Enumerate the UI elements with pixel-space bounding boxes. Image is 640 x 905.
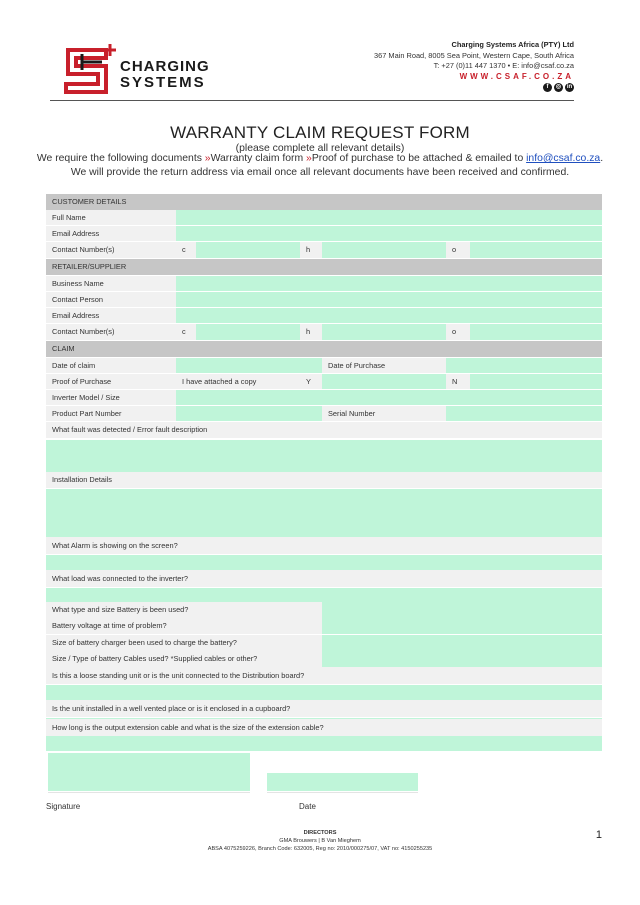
page-number: 1 xyxy=(595,829,602,841)
label-full-name: Full Name xyxy=(46,210,176,225)
retailer-home-field[interactable] xyxy=(322,324,446,340)
proof-no-field[interactable] xyxy=(470,374,602,389)
label-contact-numbers: Contact Number(s) xyxy=(46,242,176,258)
installation-details-field[interactable] xyxy=(46,489,602,537)
footer-directors-heading: DIRECTORS xyxy=(303,830,337,836)
standing-unit-field[interactable] xyxy=(46,685,602,700)
battery-type-field[interactable] xyxy=(322,602,602,618)
battery-voltage-field[interactable] xyxy=(322,618,602,634)
company-name: Charging Systems Africa (PTY) Ltd xyxy=(451,40,574,49)
label-proof-of-purchase: Proof of Purchase xyxy=(46,374,176,389)
section-customer-details: CUSTOMER DETAILS xyxy=(46,194,602,210)
serial-number-field[interactable] xyxy=(446,406,602,421)
form-title: WARRANTY CLAIM REQUEST FORM xyxy=(170,123,470,142)
header-divider xyxy=(50,100,574,101)
date-of-purchase-field[interactable] xyxy=(446,358,602,373)
yes-label: Y xyxy=(300,374,322,389)
customer-office-field[interactable] xyxy=(470,242,602,258)
retailer-home-label-h: h xyxy=(300,324,322,340)
label-inverter-model: Inverter Model / Size xyxy=(46,390,176,405)
battery-charger-field[interactable] xyxy=(322,635,602,651)
label-contact-person: Contact Person xyxy=(46,292,176,307)
battery-cables-field[interactable] xyxy=(322,651,602,667)
label-alarm: What Alarm is showing on the screen? xyxy=(46,537,602,554)
retailer-cell-field[interactable] xyxy=(196,324,300,340)
retailer-contact-person-field[interactable] xyxy=(176,292,602,307)
label-vented-place: Is the unit installed in a well vented place or is it enclosed in a cupboard? xyxy=(46,700,602,717)
label-email: Email Address xyxy=(46,226,176,241)
home-label-h: h xyxy=(300,242,322,258)
label-fault-description: What fault was detected / Error fault description xyxy=(46,422,602,438)
retailer-office-field[interactable] xyxy=(470,324,602,340)
proof-yes-field[interactable] xyxy=(322,374,446,389)
company-logo xyxy=(62,40,232,100)
label-retailer-contact-numbers: Contact Number(s) xyxy=(46,324,176,340)
social-links xyxy=(374,83,574,92)
facebook-icon[interactable]: f xyxy=(543,83,552,92)
section-retailer-supplier: RETAILER/SUPPLIER xyxy=(46,259,602,275)
inverter-model-field[interactable] xyxy=(176,390,602,405)
retailer-office-label-o: o xyxy=(446,324,470,340)
signature-line xyxy=(48,792,250,793)
label-standing-unit: Is this a loose standing unit or is the unit connected to the Distribution board? xyxy=(46,667,602,684)
label-date-of-claim: Date of claim xyxy=(46,358,176,373)
company-contact: T: +27 (0)11 447 1370 • E: info@csaf.co.za xyxy=(433,61,574,71)
footer-bank-details: ABSA 4075259226, Branch Code: 632005, Reg no: 2010/000275/07, VAT no: 4150255235 xyxy=(207,846,433,852)
svg-text:SYSTEMS: SYSTEMS xyxy=(120,74,206,91)
office-label-o: o xyxy=(446,242,470,258)
load-field[interactable] xyxy=(46,588,602,602)
customer-email-field[interactable] xyxy=(176,226,602,241)
retailer-email-field[interactable] xyxy=(176,308,602,323)
signature-field[interactable] xyxy=(48,753,250,791)
company-website[interactable]: WWW.CSAF.CO.ZA xyxy=(459,71,574,81)
date-of-claim-field[interactable] xyxy=(176,358,322,373)
date-label: Date xyxy=(299,802,316,811)
alarm-field[interactable] xyxy=(46,555,602,570)
label-battery-voltage: Battery voltage at time of problem? xyxy=(46,618,322,634)
label-load: What load was connected to the inverter? xyxy=(46,570,602,587)
label-battery-charger: Size of battery charger been used to charge the battery? xyxy=(46,635,322,651)
no-label: N xyxy=(446,374,470,389)
retailer-business-name-field[interactable] xyxy=(176,276,602,291)
section-claim: CLAIM xyxy=(46,341,602,357)
label-business-name: Business Name xyxy=(46,276,176,291)
signature-label: Signature xyxy=(46,802,81,811)
intro-documents: We require the following documents »Warranty claim form »Proof of purchase to be attached & emailed to info@csaf.co.za. xyxy=(36,153,604,164)
svg-text:CHARGING: CHARGING xyxy=(120,58,210,75)
footer-directors: GMA Brouwers | B Van Mieghem xyxy=(279,838,361,844)
email-link[interactable]: info@csaf.co.za xyxy=(526,153,601,164)
label-serial-number: Serial Number xyxy=(322,406,446,421)
cell-label-c: c xyxy=(176,242,196,258)
date-field[interactable] xyxy=(267,773,418,791)
date-line xyxy=(267,792,418,793)
label-battery-cables: Size / Type of battery Cables used? *Supplied cables or other? xyxy=(46,651,322,667)
retailer-cell-label-c: c xyxy=(176,324,196,340)
intro-return-address: We will provide the return address via email once all relevant documents have been received and confirmed. xyxy=(70,167,570,178)
customer-cell-field[interactable] xyxy=(196,242,300,258)
linkedin-icon[interactable]: in xyxy=(566,84,573,91)
label-date-of-purchase: Date of Purchase xyxy=(322,358,446,373)
company-details xyxy=(374,40,574,92)
label-battery-type: What type and size Battery is been used? xyxy=(46,602,322,618)
instagram-icon[interactable]: ◎ xyxy=(555,84,562,91)
form-subtitle: (please complete all relevant details) xyxy=(235,143,405,154)
customer-full-name-field[interactable] xyxy=(176,210,602,225)
attached-copy-label: I have attached a copy xyxy=(176,374,300,389)
company-address: 367 Main Road, 8005 Sea Point, Western Cape, South Africa xyxy=(374,50,574,60)
extension-cable-field[interactable] xyxy=(46,736,602,751)
product-part-number-field[interactable] xyxy=(176,406,322,421)
label-retailer-email: Email Address xyxy=(46,308,176,323)
charging-systems-logo-icon xyxy=(62,40,232,100)
fault-description-field[interactable] xyxy=(46,440,602,472)
label-extension-cable: How long is the output extension cable and what is the size of the extension cable? xyxy=(46,719,602,736)
label-installation-details: Installation Details xyxy=(46,472,602,488)
label-product-part-number: Product Part Number xyxy=(46,406,176,421)
customer-home-field[interactable] xyxy=(322,242,446,258)
